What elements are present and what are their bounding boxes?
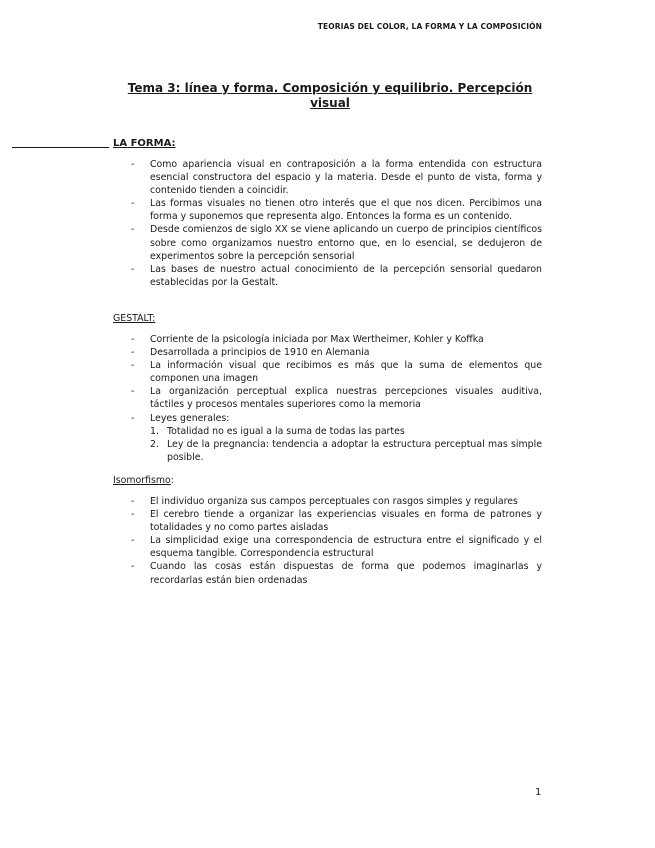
list-item: - El individuo organiza sus campos perceptuales con rasgos simples y regulares [113, 495, 542, 508]
running-header: TEORIAS DEL COLOR, LA FORMA Y LA COMPOSICIÓN [317, 22, 542, 31]
isomorfismo-colon: : [170, 475, 174, 486]
laws-list [150, 425, 542, 464]
law-item [150, 438, 542, 464]
list-item: - Cuando las cosas están dispuestas de forma que podemos imaginarlas y recordarlas están bien ordenadas [113, 560, 542, 586]
document-title: Tema 3: línea y forma. Composición y equilibrio. Percepción visual [127, 81, 533, 110]
gestalt-list [113, 333, 542, 464]
law-text: Ley de la pregnancia: tendencia a adoptar la estructura perceptual mas simple posible. [167, 438, 542, 463]
isomorfismo-list-block [113, 495, 542, 587]
isomorfismo-heading-wrap [113, 475, 174, 486]
list-item: - Las formas visuales no tienen otro interés que el que nos dicen. Percibimos una forma y suponemos que representa algo. Entonces la forma es un contenido. [113, 197, 542, 223]
section-heading-la-forma: LA FORMA: [113, 138, 176, 149]
list-item: - La información visual que recibimos es más que la suma de elementos que componen una imagen [113, 359, 542, 385]
section-rule [12, 147, 109, 148]
isomorfismo-heading: Isomorfismo [113, 475, 171, 486]
leyes-generales-label: Leyes generales: [150, 412, 230, 424]
gestalt-list-block [113, 333, 542, 464]
list-item: - Desde comienzos de siglo XX se viene aplicando un cuerpo de principios científicos sobre como organizamos nuestro entorno que, en lo esencial, se dedujeron de experimentos sobre la percepción sensorial [113, 223, 542, 262]
list-item: - La organización perceptual explica nuestras percepciones visuales auditiva, táctiles y procesos mentales superiores como la memoria [113, 385, 542, 411]
list-item: - La simplicidad exige una correspondencia de estructura entre el significado y el esquema tangible. Correspondencia estructural [113, 534, 542, 560]
list-item: - Las bases de nuestro actual conocimiento de la percepción sensorial quedaron establecidas por la Gestalt. [113, 263, 542, 289]
list-item: - Como apariencia visual en contraposición a la forma entendida con estructura esencial constructora del espacio y la materia. Desde el punto de vista, forma y contenido tienden a coincidir. [113, 158, 542, 197]
la-forma-list-block [113, 158, 542, 289]
list-item [113, 412, 542, 464]
list-item: - El cerebro tiende a organizar las experiencias visuales en forma de patrones y totalidades y no como partes aisladas [113, 508, 542, 534]
law-number: 1. [150, 425, 159, 437]
law-text: Totalidad no es igual a la suma de todas las partes [167, 425, 405, 437]
list-item: - Corriente de la psicología iniciada por Max Wertheimer, Kohler y Koffka [113, 333, 542, 346]
la-forma-list [113, 158, 542, 289]
law-number: 2. [150, 438, 159, 450]
isomorfismo-list [113, 495, 542, 587]
list-item: - Desarrollada a principios de 1910 en Alemania [113, 346, 542, 359]
gestalt-heading: GESTALT: [113, 313, 156, 324]
law-item [150, 425, 542, 438]
page-number: 1 [535, 787, 542, 798]
